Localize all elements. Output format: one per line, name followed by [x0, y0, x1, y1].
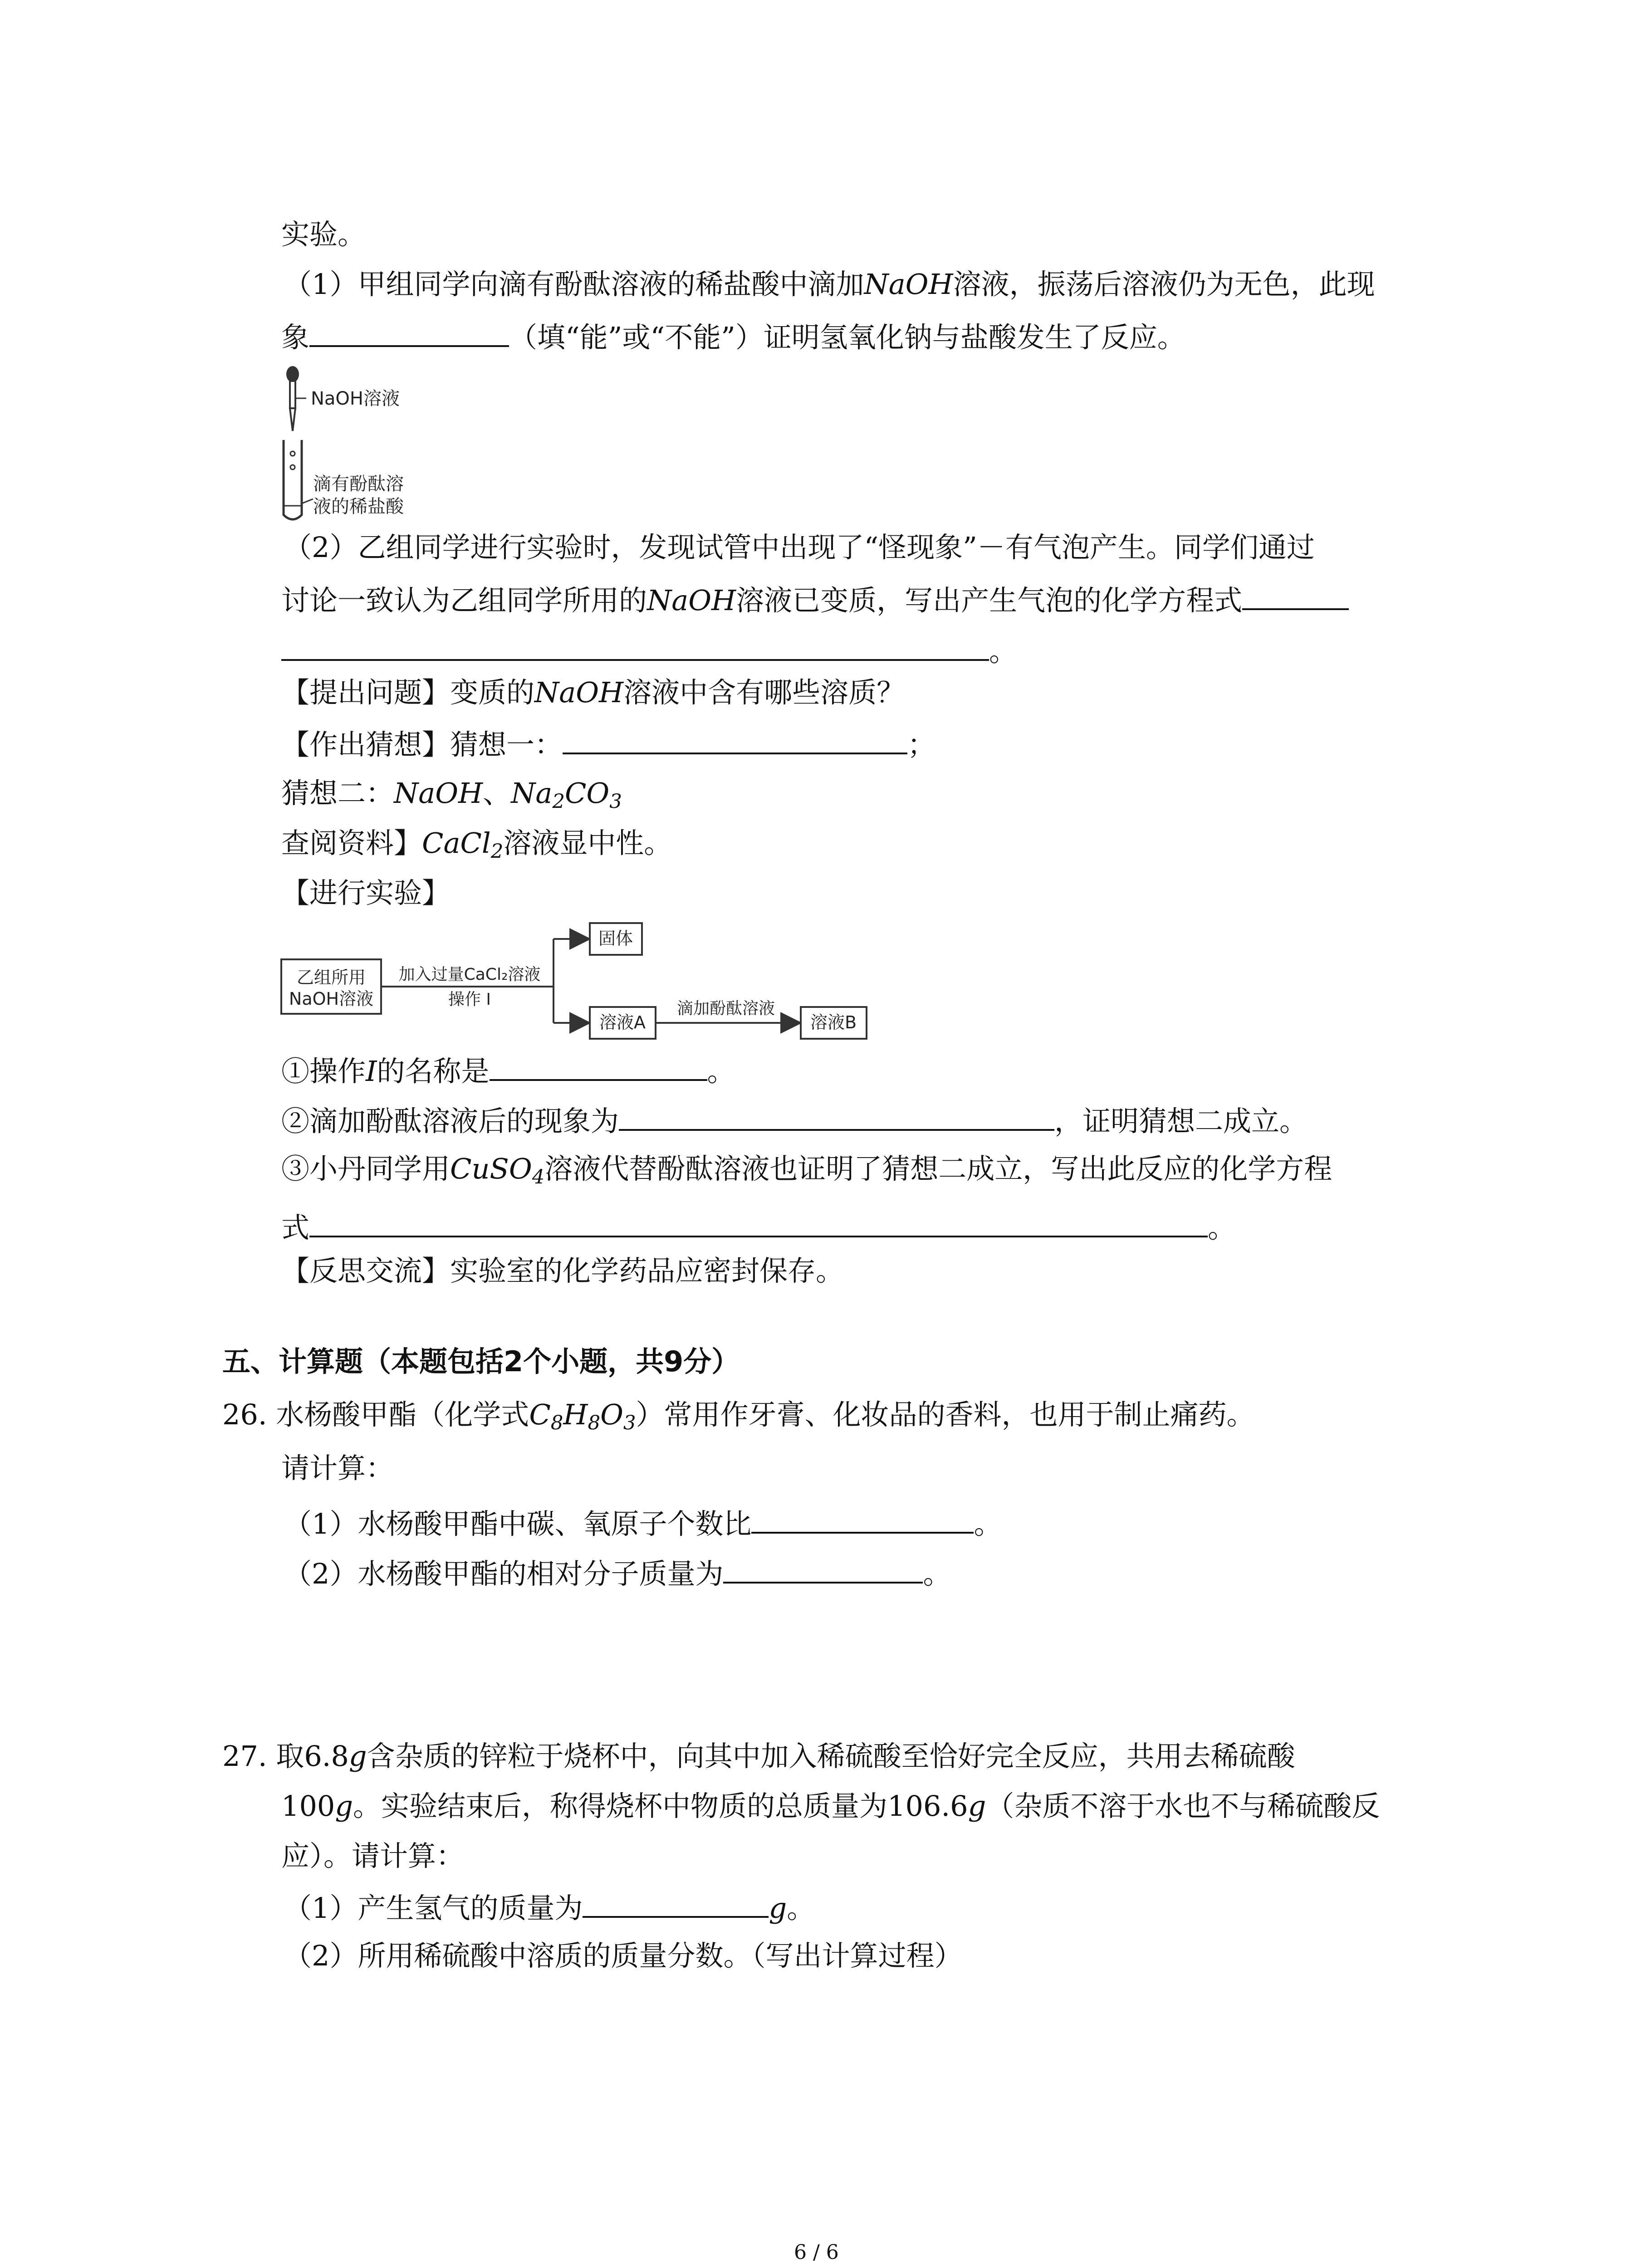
reflection-line: 【反思交流】实验室的化学药品应密封保存。: [281, 1254, 844, 1287]
question-2-line-2: 讨论一致认为乙组同学所用的NaOH溶液已变质，写出产生气泡的化学方程式: [281, 582, 1349, 617]
answer-blank[interactable]: [490, 1052, 707, 1081]
answer-blank[interactable]: [583, 1889, 769, 1918]
experiment-flowchart: [277, 921, 889, 1043]
question-1-line: （1）甲组同学向滴有酚酞溶液的稀盐酸中滴加NaOH溶液，振荡后溶液仍为无色，此现: [284, 268, 1375, 301]
question-2-line: （2）乙组同学进行实验时，发现试管中出现了“怪现象”－有气泡产生。同学们通过: [284, 531, 1315, 564]
flow-arrow2-label: 滴加酚酞溶液: [676, 999, 775, 1018]
question-2-line-3: 。: [281, 632, 1017, 668]
answer-blank[interactable]: [281, 632, 989, 661]
sub-question-1: ①操作I的名称是 。: [281, 1052, 735, 1088]
answer-blank[interactable]: [751, 1505, 974, 1534]
flow-solution-b-text: 溶液B: [810, 1012, 857, 1032]
flow-start-text-1: 乙组所用: [296, 968, 366, 987]
answer-blank[interactable]: [309, 318, 509, 347]
page-number: 6 / 6: [794, 2241, 839, 2264]
answer-blank[interactable]: [309, 1209, 1208, 1237]
sub-question-3-line-2: 式 。: [281, 1209, 1236, 1245]
answer-blank[interactable]: [563, 726, 907, 754]
question-26: 26. 水杨酸甲酯（化学式$C_8H_8O_3$）常用作牙膏、化妆品的香料，也用于制止痛药。: [222, 1398, 1255, 1434]
experiment-heading: 【进行实验】: [281, 876, 451, 909]
question-27-part-1: （1）产生氢气的质量为 g。: [284, 1889, 815, 1925]
tube-label-2: 液的稀盐酸: [313, 496, 404, 517]
question-27-part-2: （2）所用稀硫酸中溶质的质量分数。（写出计算过程）: [284, 1939, 963, 1972]
text-line: 实验。: [281, 218, 366, 251]
section-5-heading: 五、计算题（本题包括2个小题，共9分）: [222, 1345, 740, 1378]
question-26-part-2: （2）水杨酸甲酯的相对分子质量为 。: [284, 1555, 951, 1591]
answer-blank[interactable]: [1242, 582, 1349, 610]
dropper-label: NaOH溶液: [311, 388, 400, 409]
flow-solid-text: 固体: [598, 929, 633, 948]
question-1-line-2: 象 （填“能”或“不能”）证明氢氧化钠与盐酸发生了反应。: [281, 318, 1185, 354]
reference-line: 查阅资料】CaCl$_2$溶液显中性。: [281, 826, 672, 863]
hypothesis-1-line: 【作出猜想】猜想一： ；: [281, 726, 936, 762]
question-26-part-1: （1）水杨酸甲酯中碳、氧原子个数比 。: [284, 1505, 1002, 1541]
question-27-line-2: 100g。实验结束后，称得烧杯中物质的总质量为106.6g（杂质不溶于水也不与稀硫酸反: [281, 1789, 1380, 1823]
flow-start-text-2: NaOH溶液: [289, 989, 374, 1009]
dropper-test-tube-figure: [268, 363, 458, 526]
flow-arrow-bottom-label: 操作 I: [448, 990, 491, 1009]
tube-label-1: 滴有酚酞溶: [313, 474, 404, 494]
question-27: 27. 取6.8g含杂质的锌粒于烧杯中，向其中加入稀硫酸至恰好完全反应，共用去稀硫酸: [222, 1740, 1295, 1773]
answer-blank[interactable]: [723, 1555, 923, 1584]
flow-arrow-top-label: 加入过量CaCl₂溶液: [398, 965, 541, 984]
sub-question-3: ③小丹同学用CuSO$_4$溶液代替酚酞溶液也证明了猜想二成立，写出此反应的化学方程: [281, 1152, 1332, 1188]
question-27-line-3: 应）。请计算：: [281, 1839, 465, 1872]
flow-solution-a-text: 溶液A: [599, 1012, 646, 1032]
sub-question-2: ②滴加酚酞溶液后的现象为 ，证明猜想二成立。: [281, 1102, 1308, 1138]
hypothesis-2-line: 猜想二：NaOH、$Na_2CO_3$: [281, 777, 622, 813]
answer-blank[interactable]: [619, 1102, 1054, 1131]
raise-question-line: 【提出问题】变质的NaOH溶液中含有哪些溶质？: [281, 676, 905, 709]
question-26-line-2: 请计算：: [281, 1452, 394, 1485]
